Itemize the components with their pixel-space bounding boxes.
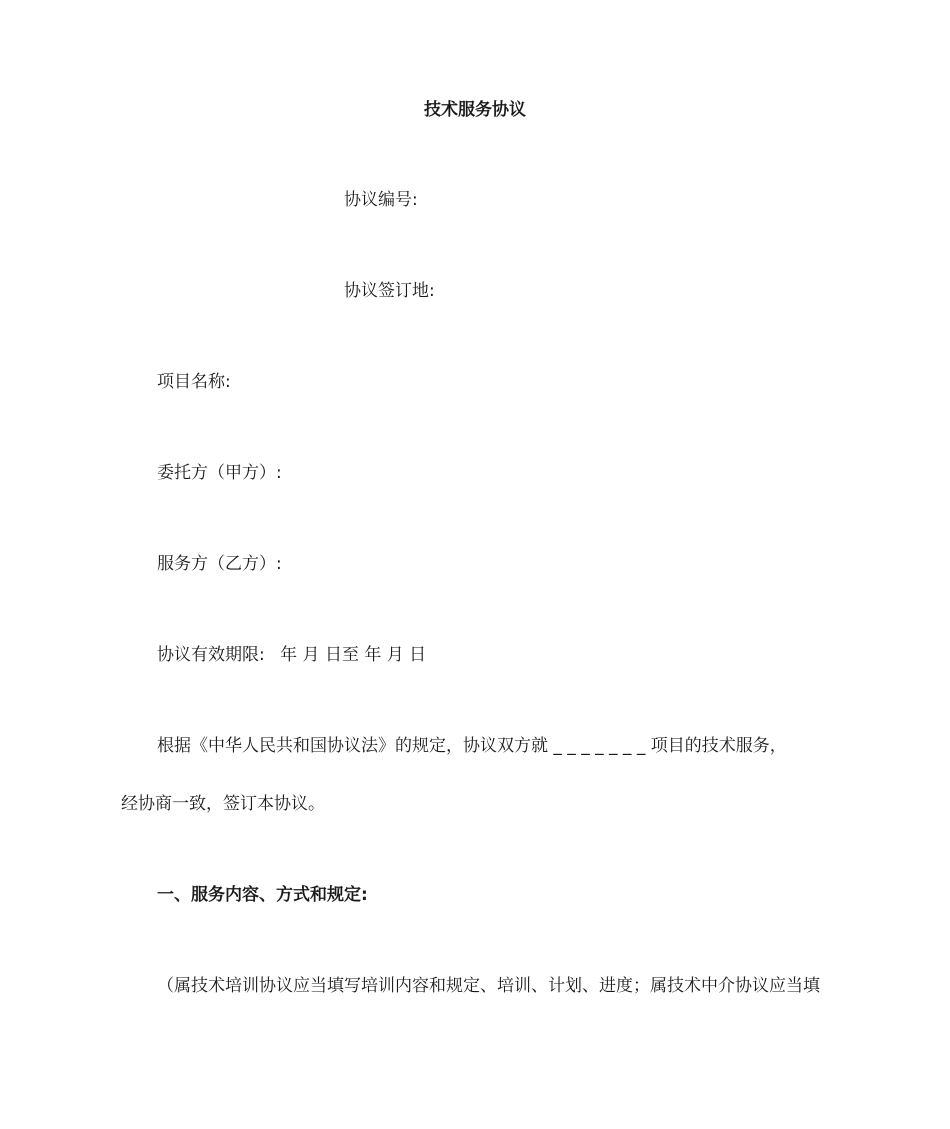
- agreement-number-label: 协议编号:: [344, 190, 418, 210]
- section-1-note: （属技术培训协议应当填写培训内容和规定、培训、计划、进度；属技术中介协议应当填: [157, 976, 820, 996]
- intro-paragraph-line-1: 根据《中华人民共和国协议法》的规定，协议双方就 _ _ _ _ _ _ _ 项目的技术服务，: [157, 736, 787, 756]
- intro-paragraph-line-2: 经协商一致，签订本协议。: [121, 794, 325, 814]
- project-name-label: 项目名称:: [157, 372, 231, 392]
- validity-period: [157, 644, 426, 666]
- section-1-heading: 一、服务内容、方式和规定:: [157, 885, 368, 905]
- party-a-label: 委托方（甲方）:: [157, 463, 282, 483]
- party-b-label: 服务方（乙方）:: [157, 554, 282, 574]
- signing-place-label: 协议签订地:: [344, 281, 435, 301]
- document-title: 技术服务协议: [424, 100, 526, 120]
- validity-label: 协议有效期限:: [157, 645, 265, 665]
- validity-value: 年 月 日至 年 月 日: [280, 645, 427, 665]
